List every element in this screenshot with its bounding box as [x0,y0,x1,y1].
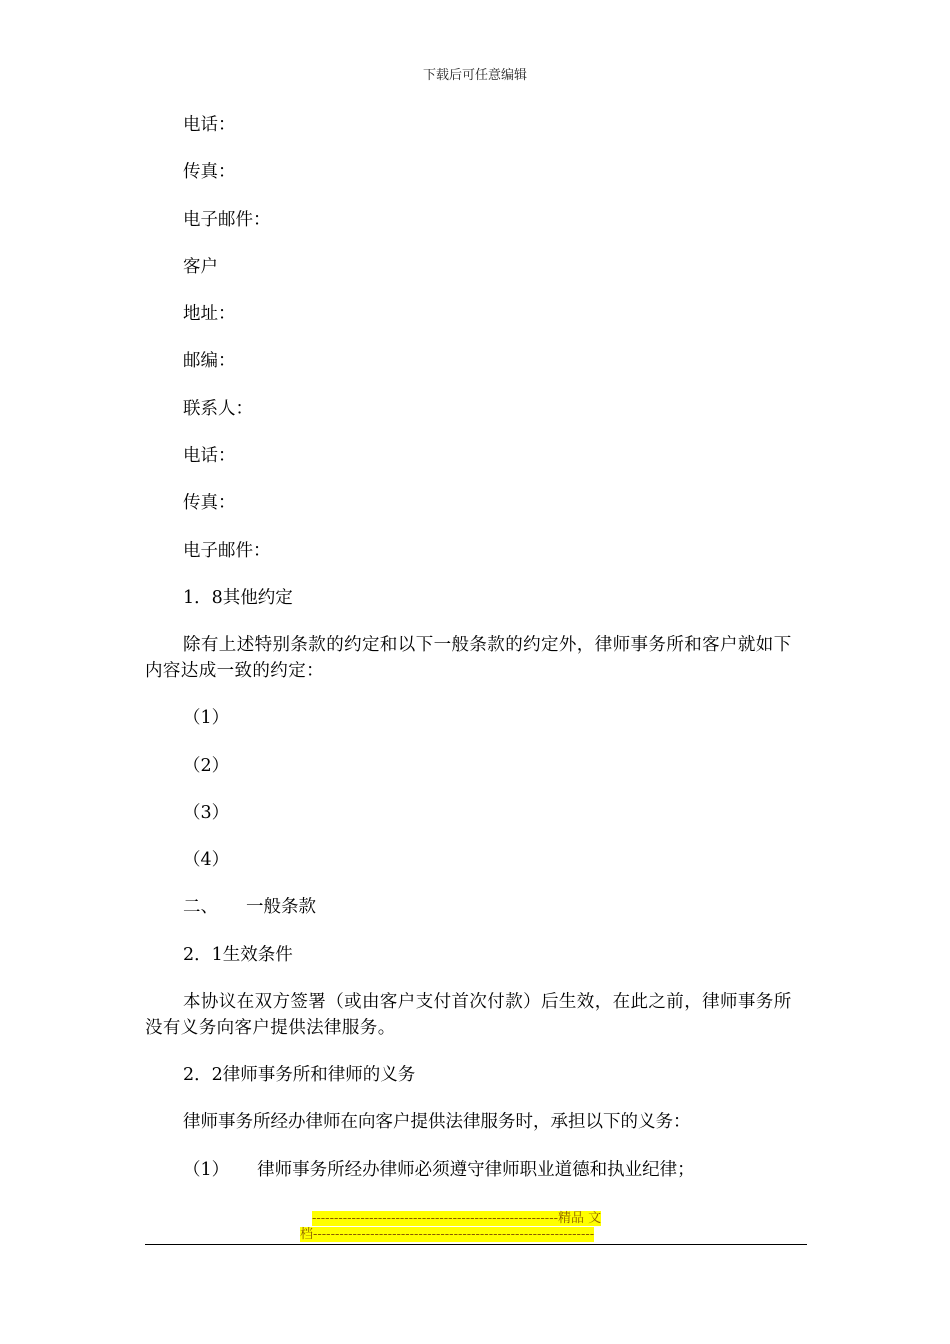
list-item: （3） [183,802,230,823]
client-fax-label: 传真： [183,493,236,514]
client-email-label: 电子邮件： [183,540,271,561]
section-2-title: 一般条款 [246,897,316,918]
section-2-number: 二、 [183,897,218,918]
client-phone-label: 电话： [183,446,236,467]
list-item: （4） [183,850,230,871]
effectiveness-paragraph: 本协议在双方签署（或由客户支付首次付款）后生效，在此之前，律师事务所没有义务向客户提供法律服务。 [145,992,792,1039]
list-item: （2） [183,755,230,776]
obligations-intro: 律师事务所经办律师在向客户提供法律服务时，承担以下的义务： [183,1112,691,1133]
section-2-2-heading: 2．2律师事务所和律师的义务 [183,1065,416,1086]
footer-line-2: 档---------------------------------------------------------------- [300,1227,595,1242]
document-body [145,112,807,1204]
footer-line-1: --------------------------------------------------------精品 文 [312,1211,602,1226]
list-item: （1） [183,708,230,729]
other-agreements-paragraph: 除有上述特别条款的约定和以下一般条款的约定外，律师事务所和客户就如下内容达成一致的约定： [145,635,792,682]
duty-text: 律师事务所经办律师必须遵守律师职业道德和执业纪律； [257,1159,695,1180]
phone-label: 电话： [183,115,236,135]
email-label: 电子邮件： [183,209,271,230]
footer-rule [145,1244,807,1245]
duty-number: （1） [183,1159,230,1180]
section-1-8-heading: 1．8其他约定 [183,587,293,608]
footer-watermark [300,1211,650,1243]
duty-item-1 [145,1157,807,1183]
section-2-1-heading: 2．1生效条件 [183,944,293,965]
fax-label: 传真： [183,162,236,183]
section-2-heading [145,894,807,920]
address-label: 地址： [183,304,236,325]
contact-label: 联系人： [183,398,253,419]
page-header: 下载后可任意编辑 [422,68,527,83]
postcode-label: 邮编： [183,351,236,372]
client-heading: 客户 [183,256,218,277]
